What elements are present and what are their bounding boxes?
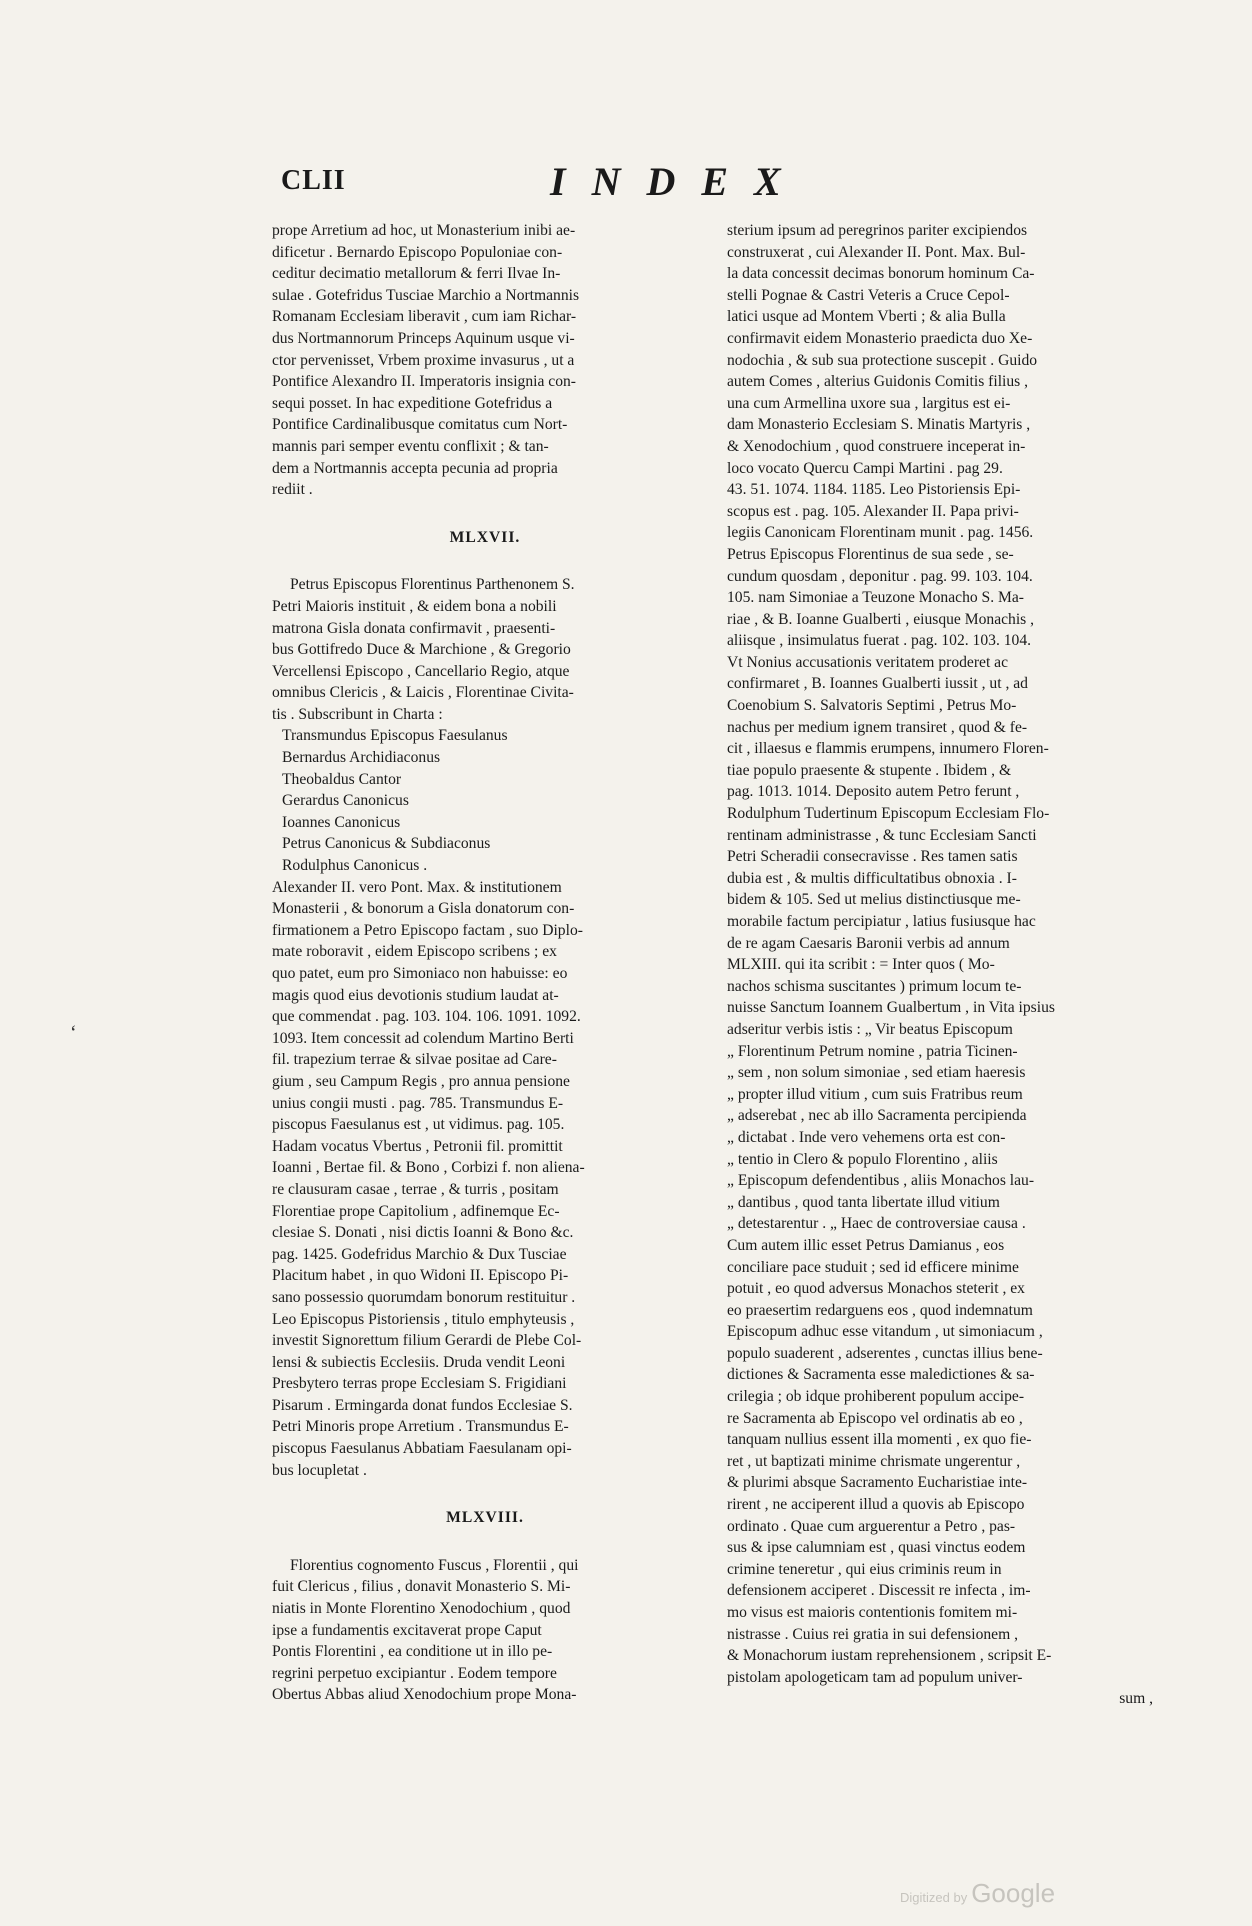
text-line: Pisarum . Ermingarda donat fundos Ecclesiae S. [272, 1396, 573, 1414]
signatory-line: Bernardus Archidiaconus [282, 749, 441, 767]
text-line: nistrasse . Cuius rei gratia in sui defensionem , [727, 1625, 1019, 1643]
text-line: sterium ipsum ad peregrinos pariter excipiendos [727, 222, 1028, 239]
text-line: piscopus Faesulanus Abbatiam Faesulanam opi- [272, 1440, 572, 1458]
right-column [727, 220, 1153, 1710]
text-line: Petri Maioris instituit , & eidem bona a nobili [272, 597, 557, 615]
text-line: bus locupletat . [272, 1461, 367, 1479]
text-line: ceditur decimatio metallorum & ferri Ilvae In- [272, 265, 561, 283]
text-line: una cum Armellina uxore sua , largitus est ei- [727, 394, 1011, 412]
text-line: magis quod eius devotionis studium laudat at- [272, 986, 559, 1004]
text-line: tis . Subscribunt in Charta : [272, 705, 443, 723]
text-line: cit , illaesus e flammis erumpens, innumero Floren- [727, 740, 1049, 758]
text-line: „ detestarentur . „ Haec de controversiae causa . [727, 1215, 1026, 1233]
text-line: lensi & subiectis Ecclesiis. Druda vendit Leoni [272, 1353, 566, 1371]
text-line: re Sacramenta ab Episcopo vel ordinatis ab eo , [727, 1409, 1023, 1427]
text-line: Alexander II. vero Pont. Max. & institutionem [272, 878, 562, 896]
text-line: nuisse Sanctum Ioannem Gualbertum , in Vita ipsius [727, 999, 1055, 1017]
text-line: adseritur verbis istis : „ Vir beatus Episcopum [727, 1020, 1013, 1038]
text-line: 105. nam Simoniae a Teuzone Monacho S. Ma- [727, 589, 1025, 607]
signatory-line: Gerardus Canonicus [282, 792, 409, 810]
text-line: dam Monasterio Ecclesiam S. Minatis Martyris , [727, 416, 1031, 434]
text-line: Coenobium S. Salvatoris Septimi , Petrus Mo- [727, 697, 1017, 715]
text-line: dus Nortmannorum Princeps Aquinum usque vi- [272, 329, 575, 347]
text-line: latici usque ad Montem Vberti ; & alia Bulla [727, 308, 1006, 326]
text-line: nachus per medium ignem transiret , quod & fe- [727, 718, 1028, 736]
page-number: CLII [281, 165, 346, 196]
text-line: nodochia , & sub sua protectione suscepit . Guido [727, 351, 1038, 369]
text-line: tiae populo praesente & stupente . Ibidem , & [727, 761, 1012, 779]
text-line: Florentius cognomento Fuscus , Florentii , qui [290, 1556, 579, 1574]
text-line: loco vocato Quercu Campi Martini . pag 29. [727, 459, 1003, 477]
text-line: Cum autem illic esset Petrus Damianus , eos [727, 1236, 1005, 1254]
text-line: 1093. Item concessit ad colendum Martino Berti [272, 1029, 574, 1047]
text-line: sano possessio quorumdam bonorum restituitur . [272, 1288, 576, 1306]
signatory-line: Petrus Canonicus & Subdiaconus [282, 835, 491, 853]
text-line: aliisque , insimulatus fuerat . pag. 102. 103. 104. [727, 632, 1032, 650]
text-line: quo patet, eum pro Simoniaco non habuisse: eo [272, 965, 568, 982]
text-line: construxerat , cui Alexander II. Pont. Max. Bul- [727, 243, 1026, 261]
text-line: investit Signorettum filium Gerardi de Plebe Col- [272, 1332, 582, 1350]
text-line: „ adserebat , nec ab illo Sacramenta percipienda [727, 1107, 1027, 1125]
text-line: unius congii musti . pag. 785. Transmundus E- [272, 1094, 564, 1112]
text-line: dificetur . Bernardo Episcopo Populoniae con- [272, 243, 563, 261]
text-line: morabile factum percipiatur , latius fusiusque hac [727, 913, 1036, 930]
text-line: legiis Canonicam Florentinam munit . pag. 1456. [727, 524, 1034, 542]
text-line: Florentiae prope Capitolium , adfinemque Ec- [272, 1202, 560, 1220]
text-line: pag. 1013. 1014. Deposito autem Petro ferunt , [727, 783, 1020, 801]
digitized-watermark [900, 1878, 1055, 1909]
text-line: confirmavit eidem Monasterio praedicta duo Xe- [727, 329, 1033, 347]
text-line: nachos schisma suscitantes ) primum locum te- [727, 977, 1022, 995]
text-line: dubia est , & multis difficultatibus obnoxia . I- [727, 869, 1017, 887]
google-logo: Google [971, 1878, 1056, 1908]
text-line: „ propter illud vitium , cum suis Fratribus reum [727, 1085, 1023, 1103]
text-line: MLXIII. qui ita scribit : = Inter quos ( Mo- [727, 956, 995, 974]
margin-mark: ‘ [70, 1022, 77, 1044]
text-line: Hadam vocatus Vbertus , Petronii fil. promittit [272, 1137, 563, 1155]
text-line: Ioanni , Bertae fil. & Bono , Corbizi f. non aliena- [272, 1159, 585, 1177]
text-line: Petrus Episcopus Florentinus de sua sede , se- [727, 545, 1014, 563]
text-line: defensionem acciperet . Discessit re infecta , im- [727, 1582, 1031, 1600]
text-line: fuit Clericus , filius , donavit Monasterio S. Mi- [272, 1578, 571, 1596]
text-line: ipse a fundamentis excitaverat prope Caput [272, 1621, 542, 1639]
text-line: bidem & 105. Sed ut melius distinctiusque me- [727, 891, 1021, 909]
text-line: Vercellensi Episcopo , Cancellario Regio, atque [272, 662, 570, 680]
text-line: „ dictabat . Inde vero vehemens orta est con- [727, 1128, 1006, 1146]
text-line: Rodulphum Tudertinum Episcopum Ecclesiam Flo- [727, 805, 1050, 823]
text-line: dictiones & Sacramenta esse maledictiones & sa- [727, 1366, 1035, 1384]
text-line: mannis pari semper eventu conflixit ; & tan- [272, 437, 549, 455]
text-line: niatis in Monte Florentino Xenodochium , quod [272, 1600, 571, 1618]
year-heading-mlxviii: MLXVIII. [446, 1509, 524, 1527]
text-line: sequi posset. In hac expeditione Gotefridus a [272, 394, 553, 412]
signatory-line: Ioannes Canonicus [282, 813, 401, 831]
text-line: populo suaderent , adserentes , cunctas illius bene- [727, 1344, 1043, 1362]
entry-block-2 [272, 574, 698, 725]
signatory-line: Theobaldus Cantor [282, 770, 402, 788]
signatory-line: Rodulphus Canonicus . [282, 857, 428, 875]
text-line: 43. 51. 1074. 1184. 1185. Leo Pistoriensis Epi- [727, 481, 1021, 499]
text-line: sus & ipse calumniam est , quasi vinctus eodem [727, 1539, 1026, 1557]
text-line: Pontifice Cardinalibusque comitatus cum Nort- [272, 416, 568, 434]
text-line: Pontis Florentini , ea conditione ut in illo pe- [272, 1643, 553, 1661]
text-line: crimine teneretur , qui eius criminis reum in [727, 1560, 1002, 1578]
catchword: sum , [1119, 1690, 1153, 1708]
text-line: piscopus Faesulanus est , ut vidimus. pag. 105. [272, 1116, 565, 1134]
text-line: Obertus Abbas aliud Xenodochium prope Mona- [272, 1686, 577, 1704]
text-line: ret , ut baptizati minime chrismate ungerentur , [727, 1452, 1021, 1470]
text-line: cundum quosdam , deponitur . pag. 99. 103. 104. [727, 567, 1033, 585]
text-line: Pontifice Alexandro II. Imperatoris insignia con- [272, 373, 576, 391]
text-line: ordinato . Quae cum arguerentur a Petro , pas- [727, 1517, 1016, 1535]
text-line: firmationem a Petro Episcopo factam , suo Diplo- [272, 921, 583, 939]
text-line: clesiae S. Donati , nisi dictis Ioanni & Bono &c. [272, 1224, 574, 1242]
text-line: Romanam Ecclesiam liberavit , cum iam Richar- [272, 308, 577, 326]
text-line: rediit . [272, 481, 313, 499]
text-line: tanquam nullius essent illa momenti , ex quo fie- [727, 1431, 1032, 1449]
year-heading-mlxvii: MLXVII. [449, 528, 521, 546]
text-line: prope Arretium ad hoc, ut Monasterium inibi ae- [272, 222, 576, 239]
text-line: fil. trapezium terrae & silvae positae ad Care- [272, 1051, 557, 1069]
text-line: bus Gottifredo Duce & Marchione , & Gregorio [272, 641, 571, 659]
entry-block-1 [272, 220, 698, 501]
text-line: rirent , ne acciperent illud a quovis ab Episcopo [727, 1496, 1025, 1514]
text-line: dem a Nortmannis accepta pecunia ad propria [272, 459, 558, 477]
text-line: la data concessit decimas bonorum hominum Ca- [727, 265, 1035, 283]
page-title: INDEX [550, 159, 807, 204]
text-line: & Xenodochium , quod construere inceperat in- [727, 437, 1026, 455]
text-line: scopus est . pag. 105. Alexander II. Papa privi- [727, 502, 1019, 520]
text-line: ctor pervenisset, Vrbem proxime invasurus , ut a [272, 351, 575, 369]
text-line: gium , seu Campum Regis , pro annua pensione [272, 1072, 570, 1090]
text-line: que commendat . pag. 103. 104. 106. 1091. 1092. [272, 1008, 581, 1026]
text-line: eo praesertim redarguens eos , quod indemnatum [727, 1301, 1033, 1319]
text-line: riae , & B. Ioanne Gualberti , eiusque Monachis , [727, 610, 1035, 628]
text-line: „ dantibus , quod tanta libertate illud vitium [727, 1193, 1000, 1211]
text-line: Placitum habet , in quo Widoni II. Episcopo Pi- [272, 1267, 569, 1285]
text-line: mate roboravit , eidem Episcopo scribens ; ex [272, 943, 557, 961]
text-line: autem Comes , alterius Guidonis Comitis filius , [727, 373, 1029, 391]
text-line: Petri Minoris prope Arretium . Transmundus E- [272, 1418, 569, 1436]
text-line: omnibus Clericis , & Laicis , Florentinae Civita- [272, 684, 574, 702]
signatory-line: Transmundus Episcopus Faesulanus [282, 727, 508, 745]
text-line: „ tentio in Clero & populo Florentino , aliis [727, 1150, 998, 1168]
text-line: de re agam Caesaris Baronii verbis ad annum [727, 934, 1010, 952]
text-line: sulae . Gotefridus Tusciae Marchio a Nortmannis [272, 286, 580, 304]
text-line: regrini perpetuo excipiantur . Eodem tempore [272, 1664, 557, 1682]
text-line: re clausuram casae , terrae , & turris , positam [272, 1180, 559, 1198]
text-line: mo visus est maioris contentionis fomitem mi- [727, 1604, 1018, 1621]
text-line: rentinam administrasse , & tunc Ecclesiam Sancti [727, 826, 1037, 844]
text-line: Monasterii , & bonorum a Gisla donatorum con- [272, 900, 575, 918]
text-line: Petrus Episcopus Florentinus Parthenonem S. [290, 576, 575, 594]
left-column [272, 220, 698, 1706]
signatory-list [272, 725, 698, 876]
text-line: potuit , eo quod adversus Monachos steterit , ex [727, 1280, 1025, 1298]
text-line: stelli Pognae & Castri Veteris a Cruce Cepol- [727, 286, 1010, 304]
text-line: matrona Gisla donata confirmavit , praesenti- [272, 619, 556, 637]
text-line: Episcopum adhuc esse vitandum , ut simoniacum , [727, 1323, 1043, 1341]
text-line: & plurimi absque Sacramento Eucharistiae inte- [727, 1474, 1028, 1492]
text-line: „ sem , non solum simoniae , sed etiam haeresis [727, 1064, 1026, 1082]
text-line: & Monachorum iustam reprehensionem , scripsit E- [727, 1647, 1052, 1665]
text-line: confirmaret , B. Ioannes Gualberti iussit , ut , ad [727, 675, 1028, 693]
text-line: „ Episcopum defendentibus , aliis Monachos lau- [727, 1172, 1035, 1190]
entry-block-4 [272, 1555, 698, 1706]
text-line: conciliare pace studuit ; sed id efficere minime [727, 1258, 1019, 1276]
text-line: „ Florentinum Petrum nomine , patria Ticinen- [727, 1042, 1018, 1060]
text-line: pag. 1425. Godefridus Marchio & Dux Tusciae [272, 1245, 567, 1263]
text-line: Petri Scheradii consecravisse . Res tamen satis [727, 848, 1018, 866]
watermark-prefix: Digitized by [900, 1890, 968, 1905]
text-line: crilegia ; ob idque prohiberent populum accipe- [727, 1388, 1025, 1406]
entry-block-3 [272, 877, 698, 1482]
text-line: Presbytero terras prope Ecclesiam S. Frigidiani [272, 1375, 567, 1393]
text-line: Leo Episcopus Pistoriensis , titulo emphyteusis , [272, 1310, 575, 1328]
text-line: pistolam apologeticam tam ad populum univer- [727, 1668, 1023, 1686]
text-line: Vt Nonius accusationis veritatem proderet ac [727, 653, 1009, 671]
